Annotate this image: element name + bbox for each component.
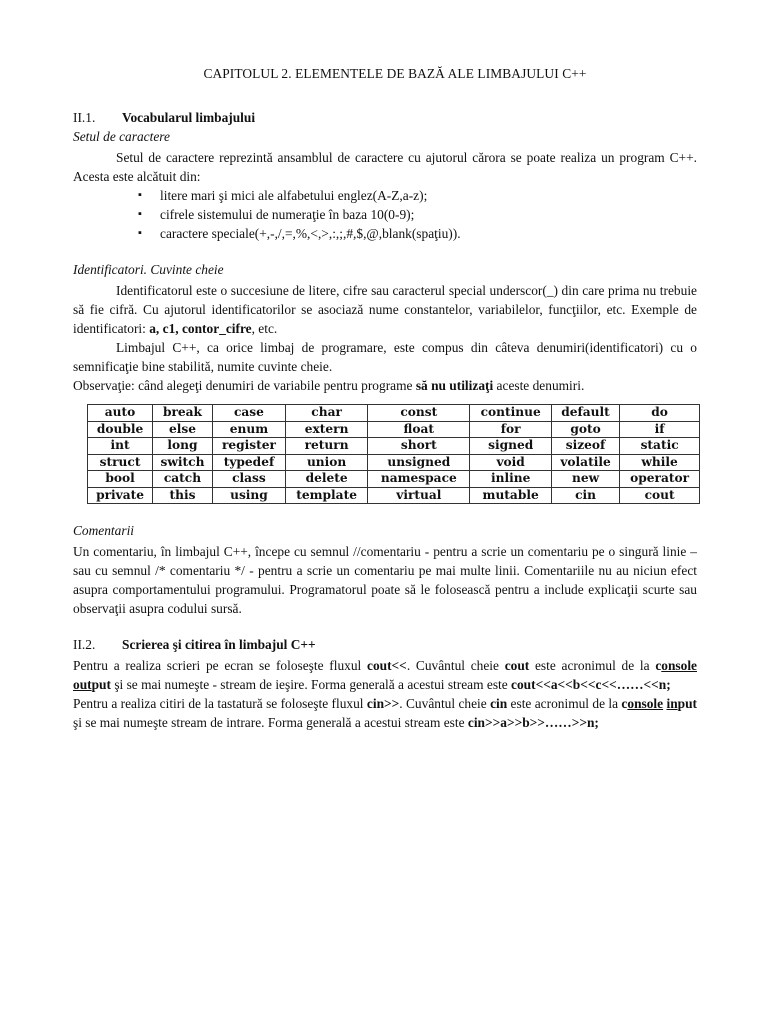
acronym-suffix: put bbox=[91, 677, 111, 692]
table-cell: return bbox=[286, 438, 368, 455]
table-row bbox=[88, 487, 700, 504]
charset-paragraph: Setul de caractere reprezintă ansamblul de caractere cu ajutorul cărora se poate realiza un program C++. Acesta este alcătuit din: bbox=[73, 150, 697, 184]
table-cell: bool bbox=[88, 471, 153, 488]
table-row bbox=[88, 454, 700, 471]
document-page bbox=[73, 66, 697, 732]
table-cell: operator bbox=[620, 471, 700, 488]
write-text: este acronimul de la bbox=[529, 658, 656, 673]
table-cell: continue bbox=[470, 405, 551, 422]
table-cell: typedef bbox=[212, 454, 285, 471]
table-cell: switch bbox=[153, 454, 213, 471]
table-cell: catch bbox=[153, 471, 213, 488]
table-cell: this bbox=[153, 487, 213, 504]
table-cell: do bbox=[620, 405, 700, 422]
table-cell: mutable bbox=[470, 487, 551, 504]
table-cell: signed bbox=[470, 438, 551, 455]
chapter-title: CAPITOLUL 2. ELEMENTELE DE BAZĂ ALE LIMBAJULUI C++ bbox=[203, 66, 587, 81]
identifiers-text: Identificatorul este o succesiune de litere, cifre sau caracterul special underscor(_) din care prima nu trebuie să fie cifră. Cu ajutorul identificatorilor se asociază nume constantelor, variabilelor, funcţiilor, etc. Exemple de identificatori: bbox=[73, 283, 697, 336]
charset-list bbox=[73, 186, 697, 243]
identifier-examples: a, c1, contor_cifre bbox=[149, 321, 252, 336]
acronym-underlined: onsole bbox=[627, 696, 664, 711]
observation-emphasis: să nu utilizaţi bbox=[415, 378, 494, 393]
section-name: Scrierea şi citirea în limbajul C++ bbox=[122, 637, 316, 652]
table-cell: new bbox=[551, 471, 619, 488]
table-cell: inline bbox=[470, 471, 551, 488]
write-text: Pentru a realiza scrieri pe ecran se foloseşte fluxul bbox=[73, 658, 367, 673]
cout-keyword: cout bbox=[504, 658, 530, 673]
list-item: ▪ litere mari şi mici ale alfabetului englez(A-Z,a-z); bbox=[138, 186, 697, 205]
table-cell: unsigned bbox=[368, 454, 470, 471]
table-cell: while bbox=[620, 454, 700, 471]
table-cell: else bbox=[153, 421, 213, 438]
table-cell: cin bbox=[551, 487, 619, 504]
table-cell: using bbox=[212, 487, 285, 504]
table-cell: case bbox=[212, 405, 285, 422]
subheading-comments: Comentarii bbox=[73, 523, 135, 538]
section-number: II.1. bbox=[73, 110, 96, 125]
observation-paragraph bbox=[73, 376, 697, 395]
acronym-suffix: put bbox=[677, 696, 697, 711]
read-text: . Cuvântul cheie bbox=[399, 696, 491, 711]
table-cell: union bbox=[286, 454, 368, 471]
table-cell: extern bbox=[286, 421, 368, 438]
table-cell: template bbox=[286, 487, 368, 504]
table-row bbox=[88, 421, 700, 438]
acronym-underlined: onsole bbox=[661, 658, 697, 673]
write-text: . Cuvântul cheie bbox=[406, 658, 505, 673]
table-cell: private bbox=[88, 487, 153, 504]
acronym-underlined: out bbox=[73, 677, 92, 692]
table-cell: long bbox=[153, 438, 213, 455]
identifiers-paragraph bbox=[73, 281, 697, 338]
section-name: Vocabularul limbajului bbox=[122, 110, 256, 125]
table-cell: if bbox=[620, 421, 700, 438]
write-text: şi se mai numeşte - stream de ieşire. Forma generală a acestui stream este bbox=[110, 677, 512, 692]
cin-operator: cin>> bbox=[366, 696, 400, 711]
read-text: este acronimul de la bbox=[507, 696, 622, 711]
cout-operator: cout<< bbox=[367, 658, 407, 673]
subheading-charset: Setul de caractere bbox=[73, 129, 170, 144]
table-cell: break bbox=[153, 405, 213, 422]
table-cell: volatile bbox=[551, 454, 619, 471]
table-cell: static bbox=[620, 438, 700, 455]
table-cell: float bbox=[368, 421, 470, 438]
table-cell: for bbox=[470, 421, 551, 438]
table-cell: struct bbox=[88, 454, 153, 471]
write-paragraph bbox=[73, 656, 697, 694]
table-cell: virtual bbox=[368, 487, 470, 504]
table-cell: const bbox=[368, 405, 470, 422]
table-cell: void bbox=[470, 454, 551, 471]
table-cell: double bbox=[88, 421, 153, 438]
table-row bbox=[88, 471, 700, 488]
table-cell: enum bbox=[212, 421, 285, 438]
table-cell: namespace bbox=[368, 471, 470, 488]
table-row bbox=[88, 438, 700, 455]
table-cell: sizeof bbox=[551, 438, 619, 455]
table-cell: goto bbox=[551, 421, 619, 438]
read-text: şi se mai numeşte stream de intrare. Forma generală a acestui stream este bbox=[73, 715, 468, 730]
table-row bbox=[88, 405, 700, 422]
read-text: Pentru a realiza citiri de la tastatură se foloseşte fluxul bbox=[73, 696, 367, 711]
read-paragraph bbox=[73, 694, 697, 732]
identifiers-text-end: , etc. bbox=[251, 321, 278, 336]
table-cell: int bbox=[88, 438, 153, 455]
observation-text-end: aceste denumiri. bbox=[493, 378, 585, 393]
table-cell: default bbox=[551, 405, 619, 422]
observation-text: Observaţie: când alegeţi denumiri de variabile pentru programe bbox=[73, 378, 416, 393]
list-item: ▪ caractere speciale(+,-,/,=,%,<,>,:,;,#,$,@,blank(spaţiu)). bbox=[138, 224, 697, 243]
section-heading-vocabulary bbox=[73, 110, 697, 129]
table-cell: short bbox=[368, 438, 470, 455]
comments-paragraph: Un comentariu, în limbajul C++, începe cu semnul //comentariu - pentru a scrie un comentariu pe o singură linie – sau cu semnul /* comentariu */ - pentru a scrie un comentariu pe mai multe linii. Comentariile nu au niciun efect asupra comportamentului programului. Programatorul poate să le folosească pentru a include explicaţii scurte sau observaţii asupra codului sursă. bbox=[73, 544, 697, 616]
acronym-underlined: in bbox=[666, 696, 678, 711]
acronym-letter: c bbox=[655, 658, 662, 673]
acronym-letter: c bbox=[621, 696, 628, 711]
keywords-paragraph: Limbajul C++, ca orice limbaj de programare, este compus din câteva denumiri(identificatori) cu o semnificaţie bine stabilită, numite cuvinte cheie. bbox=[73, 340, 697, 374]
keywords-table bbox=[87, 404, 700, 504]
table-cell: cout bbox=[620, 487, 700, 504]
table-cell: register bbox=[212, 438, 285, 455]
table-cell: delete bbox=[286, 471, 368, 488]
section-number: II.2. bbox=[73, 637, 96, 652]
cin-keyword: cin bbox=[490, 696, 508, 711]
subheading-identifiers: Identificatori. Cuvinte cheie bbox=[73, 262, 224, 277]
table-cell: char bbox=[286, 405, 368, 422]
cout-form: cout<<a<<b<<c<<……<<n; bbox=[511, 677, 671, 692]
section-heading-io bbox=[73, 637, 697, 656]
table-cell: auto bbox=[88, 405, 153, 422]
table-cell: class bbox=[212, 471, 285, 488]
cin-form: cin>>a>>b>>……>>n; bbox=[467, 715, 599, 730]
list-item: ▪ cifrele sistemului de numeraţie în baza 10(0-9); bbox=[138, 205, 697, 224]
